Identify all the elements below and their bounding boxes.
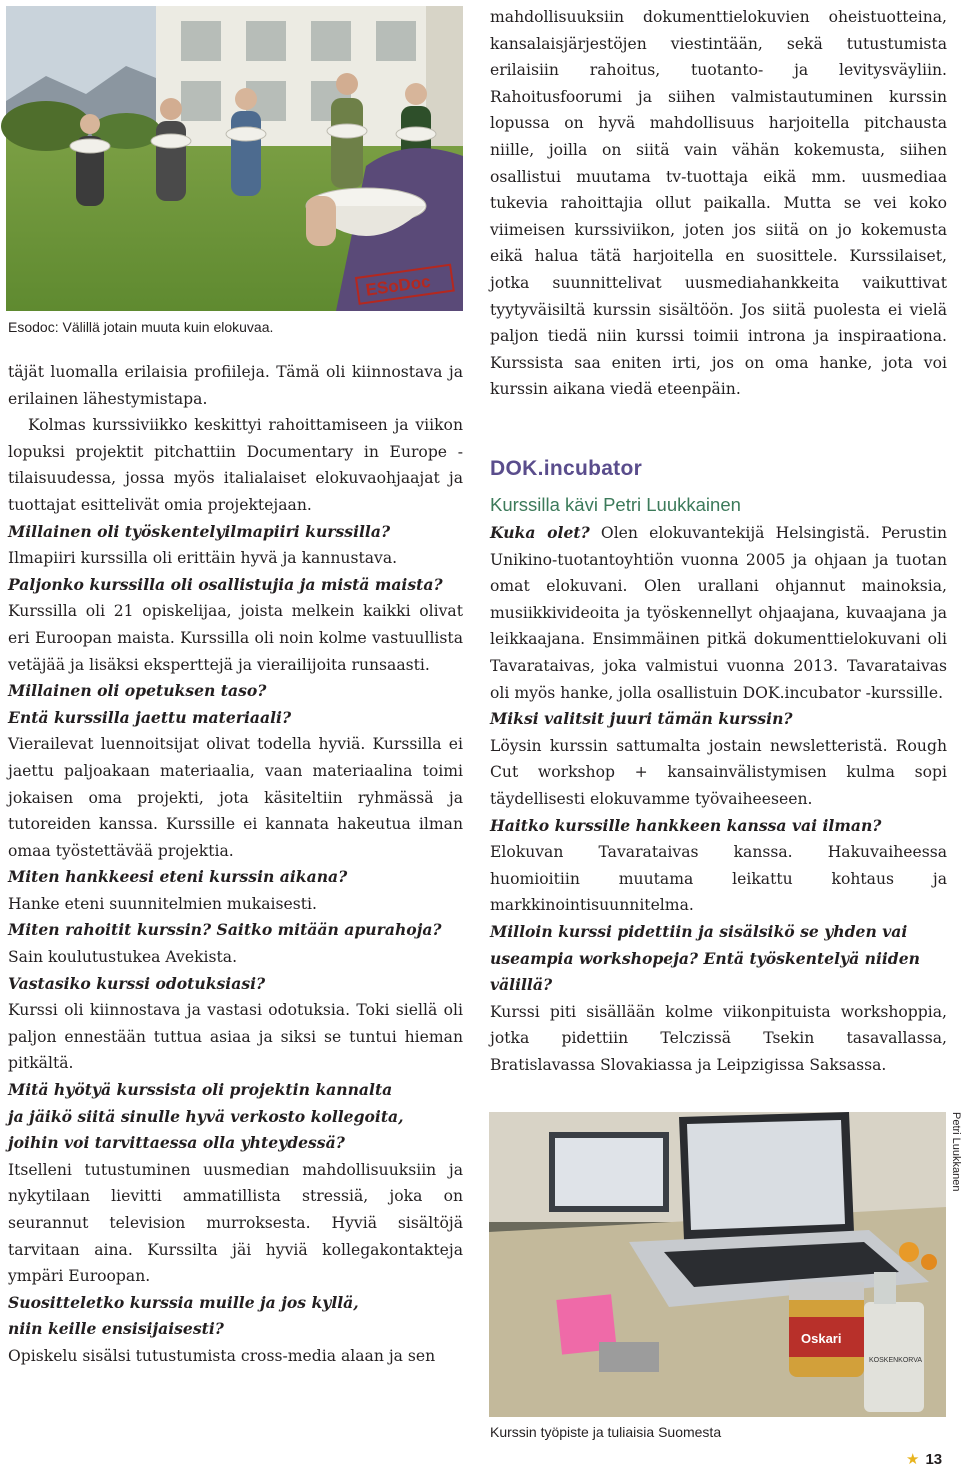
photo-caption: Kurssin työpiste ja tuliaisia Suomesta [490, 1424, 722, 1440]
interview-question: Miten hankkeesi eteni kurssin aikana? [8, 867, 348, 887]
photo-credit [949, 1112, 963, 1202]
paragraph: Vierailevat luennoitsijat olivat todella hyviä. Kurssilla ei jaettu paljoakaan materiaalia, vaan materiaalina toimi jokaisen oma projekti, jota käsiteltiin ryhmässä ja tutoreiden kanssa. Kurssille ei kannata hakeutua ilman omaa työstettävää projektia. [8, 735, 463, 860]
interview-question: Miten rahoitit kurssin? Saitko mitään apurahoja? [8, 920, 442, 940]
paragraph: Kolmas kurssiviikko keskittyi rahoittamiseen ja viikon lopuksi projektit pitchattiin Documentary in Europe -tilaisuudessa, jossa myös italialaiset elokuvaohjaajat ja tuottajat esittelivät omia projektejaan. [8, 416, 463, 514]
paragraph: Kurssilla oli 21 opiskelijaa, joista melkein kaikki olivat eri Euroopan maista. Kurssilla oli noin kolme vastuullista vetäjää ja lisäksi eksperttejä ja vierailijoita runsaasti. [8, 602, 463, 674]
paragraph: Löysin kurssin sattumalta jostain newsletteristä. Rough Cut workshop + kansainvälistymisen kulma sopi täydellisesti elokuvamme työvaiheeseen. [490, 736, 947, 808]
right-column-interview [490, 520, 947, 1078]
paragraph: Ilmapiiri kurssilla oli erittäin hyvä ja kannustava. [8, 549, 398, 568]
paragraph: Itselleni tutustuminen uusmedian mahdollisuuksiin ja nykytilaan lievitti ammatillista stressiä, joka on seurannut television murroksesta. Hyviä sisältöjä tarvitaan aina. Kurssilta jäi hyviä kollegakontakteja ympäri Euroopan. [8, 1160, 463, 1286]
interview-question: Millainen oli opetuksen taso? [8, 681, 267, 701]
paragraph: Kurssi oli kiinnostava ja vastasi odotuksia. Toki siellä oli paljon ennestään tuttua asiaa ja siksi se tuntui hieman pitkältä. [8, 1001, 463, 1073]
left-column [8, 359, 463, 1370]
watermark-text: ESoDoc [364, 271, 432, 300]
interview-question: Vastasiko kurssi odotuksiasi? [8, 973, 266, 993]
paragraph: täjät luomalla erilaisia profiileja. Tämä oli kiinnostava ja erilainen lähestymistapa. [8, 363, 463, 408]
photo-caption: Esodoc: Välillä jotain muuta kuin elokuvaa. [8, 319, 274, 335]
photo-illustration [489, 1112, 946, 1417]
section-subheading: Kurssilla kävi Petri Luukkainen [490, 494, 741, 515]
interview-question: Suositteletko kurssia muille ja jos kyllä, [8, 1292, 359, 1312]
interview-question: joihin voi tarvittaessa olla yhteydessä? [8, 1133, 345, 1153]
interview-question: Millainen oli työskentelyilmapiiri kurssilla? [8, 521, 391, 541]
interview-question: Kuka olet? [490, 523, 590, 542]
star-icon: ★ [906, 1451, 920, 1468]
jar-label: Oskari [801, 1331, 842, 1346]
paragraph: Sain koulutustukea Avekista. [8, 948, 238, 967]
section-heading: DOK.incubator [490, 457, 643, 480]
interview-question: Haitko kurssille hankkeen kanssa vai ilman? [490, 815, 882, 835]
photo-credit-text: Petri Luukkanen [950, 1112, 962, 1192]
interview-question: Paljonko kurssilla oli osallistujia ja mistä maista? [8, 574, 443, 594]
page-number-text: 13 [925, 1451, 943, 1468]
paragraph: Opiskelu sisälsi tutustumista cross-media alaan ja sen [8, 1346, 436, 1365]
interview-question: niin keille ensisijaisesti? [8, 1319, 224, 1339]
paragraph: Elokuvan Tavarataivas kanssa. Hakuvaiheessa huomioitiin muutama leikattu kohtaus ja markkinointisuunnitelma. [490, 843, 947, 915]
paragraph: mahdollisuuksiin dokumenttielokuvien oheistuotteina, kansalaisjärjestöjen viestintään, sekä tutustumista erilaisiin rahoitus, tuotanto- ja levitysväyliin. Rahoitusfoorumi ja siihen valmistautuminen kurssin lopussa on hyvä mahdollisuus harjoitella pitchausta niille, joilla on siitä vain vähän kokemusta, siihen osallistui muutama tv-tuottaja eikä mm. uusmediaa tukevia rahoittajia ollut paikalla. Mutta se vei koko viimeisen kurssiviikon, joten jos siitä on jo kokemusta eikä halua tätä harjoitella en suosittele. Kurssilaiset, jotka suunnittelivat uusmediahankkeita vaikuttivat tyytyväisiltä kurssin sisältöön. Jos siitä puolesta ei vielä paljon tiedä niin kurssi toimii introna ja inspiraationa. Kurssista saa eniten irti, jos on oma hanke, jota voi kurssin aikana viedä eteenpäin. [490, 8, 947, 399]
photo-people-with-bowls [6, 6, 463, 311]
interview-answer [490, 520, 947, 706]
interview-question: Milloin kurssi pidettiin ja sisälsikö se yhden vai useampia workshopeja? Entä työskentelyä niiden välillä? [490, 921, 920, 995]
interview-question: Miksi valitsit juuri tämän kurssin? [490, 709, 793, 729]
answer-text: Olen elokuvantekijä Helsingistä. Perustin Unikino-tuotantoyhtiön vuonna 2005 ja ohjaan ja tuotan omat elokuvani. Olen urallani ohjannut mainoksia, musiikkivideoita ja työskennellyt ohjaajana, kuvaajana ja leikkaajana. Ensimmäinen pitkä dokumenttielokuvani oli Tavarataivas, joka valmistui vuonna 2013. Tavarataivas oli myös hanke, jolla osallistuin DOK.incubator -kurssille. [490, 524, 947, 702]
photo-illustration [6, 6, 463, 311]
interview-question: Mitä hyötyä kurssista oli projektin kannalta [8, 1080, 393, 1100]
paragraph: Kurssi piti sisällään kolme viikonpituista workshoppia, jotka pidettiin Telczissä Tsekin tasavallassa, Bratislavassa Slovakiassa ja Leipzigissa Saksassa. [490, 1002, 947, 1074]
photo-laptops-desk [489, 1112, 946, 1417]
interview-question: ja jäikö siitä sinulle hyvä verkosto kollegoita, [8, 1106, 404, 1126]
bottle-label: KOSKENKORVA [869, 1357, 923, 1364]
paragraph: Hanke eteni suunnitelmien mukaisesti. [8, 894, 317, 913]
right-column-top [490, 4, 947, 403]
interview-question: Entä kurssilla jaettu materiaali? [8, 707, 292, 727]
page-number [906, 1450, 942, 1468]
